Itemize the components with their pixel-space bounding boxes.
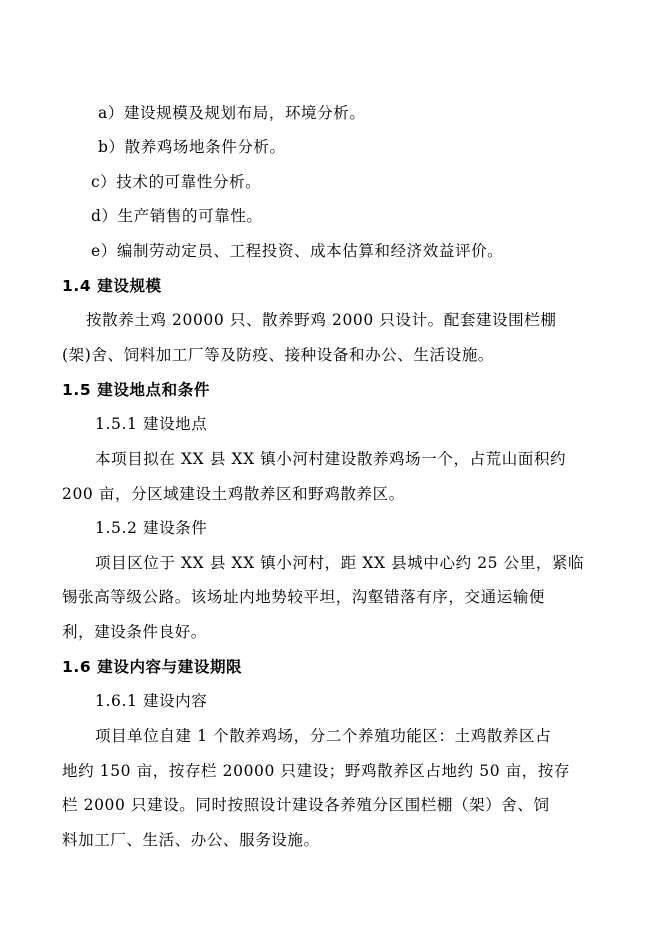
paragraph-line: 锡张高等级公路。该场址内地势较平坦，沟壑错落有序，交通运输便 bbox=[62, 588, 546, 606]
paragraph-line: 利，建设条件良好。 bbox=[62, 623, 207, 641]
paragraph-line: 项目单位自建 1 个散养鸡场，分二个养殖功能区：土鸡散养区占 bbox=[95, 727, 552, 745]
list-item: a）建设规模及规划布局，环境分析。 bbox=[98, 104, 366, 122]
paragraph-line: 按散养土鸡 20000 只、散养野鸡 2000 只设计。配套建设围栏棚 bbox=[86, 311, 557, 329]
list-item: c）技术的可靠性分析。 bbox=[91, 173, 262, 191]
paragraph-line: 料加工厂、生活、办公、服务设施。 bbox=[62, 831, 320, 849]
section-heading: 1.6 建设内容与建设期限 bbox=[62, 658, 243, 676]
section-heading: 1.5 建设地点和条件 bbox=[62, 381, 210, 399]
paragraph-line: 栏 2000 只建设。同时按照设计建设各养殖分区围栏棚（架）舍、饲 bbox=[62, 796, 550, 814]
list-item: d）生产销售的可靠性。 bbox=[91, 207, 263, 225]
list-item: e）编制劳动定员、工程投资、成本估算和经济效益评价。 bbox=[91, 242, 504, 260]
paragraph-line: 200 亩，分区域建设土鸡散养区和野鸡散养区。 bbox=[62, 485, 405, 503]
subsection-heading: 1.5.2 建设条件 bbox=[95, 519, 208, 537]
paragraph-line: 项目区位于 XX 县 XX 镇小河村，距 XX 县城中心约 25 公里，紧临 bbox=[95, 554, 585, 572]
list-item: b）散养鸡场地条件分析。 bbox=[98, 138, 286, 156]
paragraph-line: (架)舍、饲料加工厂等及防疫、接种设备和办公、生活设施。 bbox=[62, 346, 494, 364]
subsection-heading: 1.6.1 建设内容 bbox=[95, 692, 208, 710]
section-heading: 1.4 建设规模 bbox=[62, 277, 162, 295]
paragraph-line: 地约 150 亩，按存栏 20000 只建设；野鸡散养区占地约 50 亩，按存 bbox=[62, 762, 571, 780]
subsection-heading: 1.5.1 建设地点 bbox=[95, 415, 208, 433]
paragraph-line: 本项目拟在 XX 县 XX 镇小河村建设散养鸡场一个，占荒山面积约 bbox=[95, 450, 567, 468]
